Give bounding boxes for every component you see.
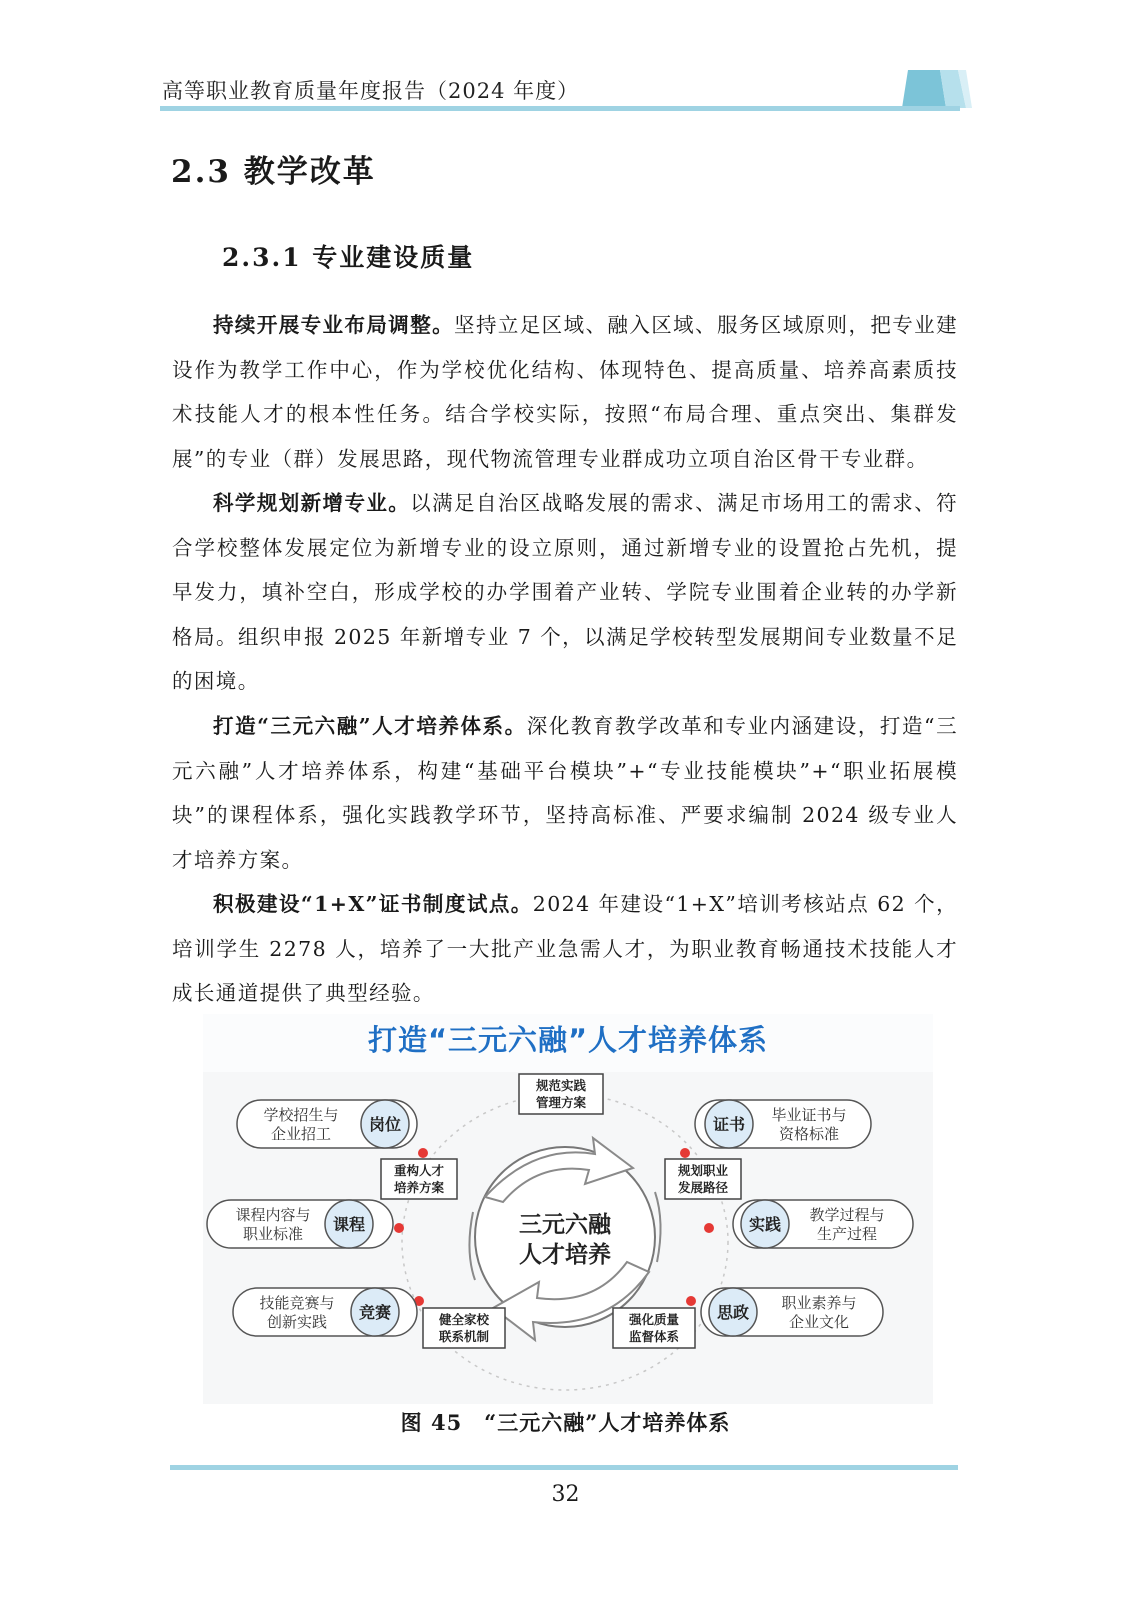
paragraph-lead: 科学规划新增专业。 <box>213 491 411 515</box>
svg-text:课程: 课程 <box>332 1215 366 1234</box>
training-system-diagram <box>203 1072 933 1404</box>
paragraph-body: 2024 年建设“1+X”培训考核站点 62 个，培训学生 2278 人，培养了一大批产业急需人才，为职业教育畅通技术技能人才成长通道提供了典型经验。 <box>172 892 958 1006</box>
svg-text:技能竞赛与: 技能竞赛与 <box>259 1294 335 1312</box>
svg-text:职业标准: 职业标准 <box>242 1225 304 1243</box>
svg-text:监督体系: 监督体系 <box>628 1329 680 1344</box>
figure-title: 打造“三元六融”人才培养体系 <box>367 1023 769 1057</box>
svg-text:毕业证书与: 毕业证书与 <box>771 1106 847 1124</box>
paragraph-lead: 打造“三元六融”人才培养体系。 <box>213 714 527 738</box>
figure <box>203 1014 933 1404</box>
inner-box-upper-left <box>381 1159 457 1199</box>
svg-text:学校招生与: 学校招生与 <box>263 1106 339 1124</box>
connector-dot <box>394 1223 404 1233</box>
figure-caption: 图 45 “三元六融”人才培养体系 <box>400 1410 731 1435</box>
section-heading: 2.3 教学改革 <box>171 154 376 190</box>
center-text-line-2: 人才培养 <box>519 1242 611 1268</box>
footer-rule <box>170 1465 958 1470</box>
left-node-position <box>237 1100 417 1148</box>
right-node-practice <box>733 1200 913 1248</box>
svg-text:课程内容与: 课程内容与 <box>235 1206 311 1224</box>
paragraph-body: 深化教育教学改革和专业内涵建设，打造“三元六融”人才培养体系，构建“基础平台模块”+“专业技能模块”+“职业拓展模块”的课程体系，强化实践教学环节，坚持高标准、严要求编制 2024 级专业人才培养方案。 <box>172 714 958 872</box>
page-number: 32 <box>551 1482 580 1507</box>
svg-text:竞赛: 竞赛 <box>358 1303 392 1322</box>
subsection-heading: 2.3.1 专业建设质量 <box>222 243 475 272</box>
center-text-line-1: 三元六融 <box>519 1212 611 1238</box>
svg-text:管理方案: 管理方案 <box>535 1095 587 1110</box>
svg-text:实践: 实践 <box>748 1215 782 1234</box>
running-header-title: 高等职业教育质量年度报告（2024 年度） <box>162 79 580 103</box>
svg-text:健全家校: 健全家校 <box>438 1312 490 1327</box>
svg-text:规范实践: 规范实践 <box>535 1078 587 1093</box>
svg-text:联系机制: 联系机制 <box>438 1329 490 1344</box>
svg-text:规划职业: 规划职业 <box>677 1163 729 1178</box>
left-node-competition <box>233 1288 417 1336</box>
svg-text:岗位: 岗位 <box>368 1115 402 1134</box>
paragraph-body: 坚持立足区域、融入区域、服务区域原则，把专业建设作为教学工作中心，作为学校优化结构、体现特色、提高质量、培养高素质技术技能人才的根本性任务。结合学校实际，按照“布局合理、重点突出、集群发展”的专业（群）发展思路，现代物流管理专业群成功立项自治区骨干专业群。 <box>172 313 958 471</box>
svg-text:企业招工: 企业招工 <box>270 1125 332 1143</box>
paragraph-new-majors <box>172 481 958 704</box>
connector-dot <box>680 1148 690 1158</box>
paragraph-1x-certificate <box>172 882 958 1016</box>
right-node-certificate <box>695 1100 871 1148</box>
svg-text:强化质量: 强化质量 <box>628 1312 680 1327</box>
paragraph-lead: 持续开展专业布局调整。 <box>213 313 455 337</box>
svg-text:证书: 证书 <box>712 1115 746 1134</box>
svg-text:思政: 思政 <box>716 1303 750 1322</box>
paragraph-body: 以满足自治区战略发展的需求、满足市场用工的需求、符合学校整体发展定位为新增专业的设立原则，通过新增专业的设置抢占先机，提早发力，填补空白，形成学校的办学围着产业转、学院专业围着企业转的办学新格局。组织申报 2025 年新增专业 7 个，以满足学校转型发展期间专业数量不足的困境。 <box>172 491 959 694</box>
header-rule <box>160 106 960 111</box>
connector-dot <box>686 1296 696 1306</box>
svg-text:资格标准: 资格标准 <box>778 1125 840 1143</box>
svg-text:教学过程与: 教学过程与 <box>809 1206 885 1224</box>
svg-text:生产过程: 生产过程 <box>816 1225 878 1243</box>
inner-box-top <box>519 1074 603 1114</box>
svg-text:职业素养与: 职业素养与 <box>781 1294 857 1312</box>
inner-box-lower-left <box>423 1308 505 1348</box>
svg-text:创新实践: 创新实践 <box>266 1313 328 1331</box>
svg-text:重构人才: 重构人才 <box>393 1163 445 1178</box>
paragraph-lead: 积极建设“1+X”证书制度试点。 <box>213 892 533 916</box>
connector-dot <box>704 1223 714 1233</box>
right-node-ideology <box>701 1288 883 1336</box>
inner-box-upper-right <box>665 1159 741 1199</box>
connector-dot <box>418 1148 428 1158</box>
paragraph-layout-adjustment <box>172 303 958 481</box>
left-node-course <box>207 1200 393 1248</box>
svg-text:发展路径: 发展路径 <box>677 1180 729 1195</box>
svg-text:企业文化: 企业文化 <box>788 1313 850 1331</box>
paragraph-training-system <box>172 704 958 882</box>
svg-text:培养方案: 培养方案 <box>393 1180 445 1195</box>
inner-box-lower-right <box>613 1308 695 1348</box>
